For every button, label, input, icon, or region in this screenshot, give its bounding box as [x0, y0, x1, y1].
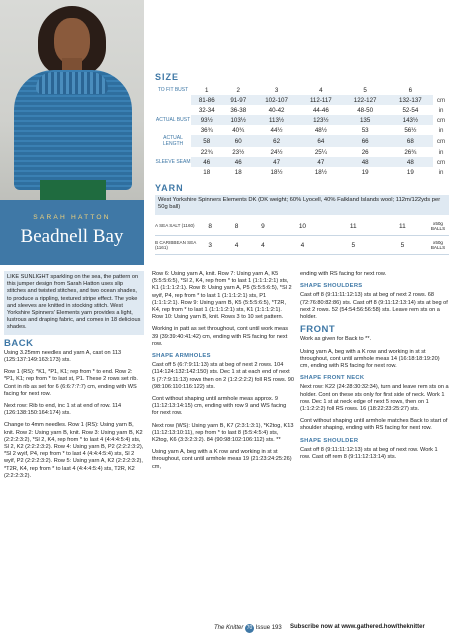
yarn-description: West Yorkshire Spinners Elements DK (DK weight; 60% Lyocell, 40% Falkland Islands wool; 112m/122yds per 50g ball) [155, 195, 449, 215]
armhole-shaping: Cast off 5 (6:7:9:11:13) sts at beg of next 2 rows. 104 (114:124:132:142:150) sts. Dec 1 st at each end of next 5 (7:7:9:11:13) rows then on 2 (1:2:2:2:2) foll RS rows. 90 (98:106:110:116:122) sts. [152, 362, 294, 390]
yarn-table [155, 217, 449, 255]
yarn-cell: 8 [223, 217, 249, 236]
size-cell: 18½ [314, 168, 327, 176]
front-st-st: Using yarn A, beg with a K row and working in st st throughout, cont until armhole meas 14 (16:18:18:19:20) cm, ending with RS facing for next row. [300, 348, 440, 370]
size-row-label: SLEEVE SEAM [155, 159, 191, 165]
size-row [155, 105, 449, 115]
shape-front-neck-heading: SHAPE FRONT NECK [300, 375, 365, 382]
size-cell: 91-97 [222, 95, 253, 105]
size-cell: 48-50 [357, 106, 374, 114]
size-row-label [155, 147, 191, 157]
column-2 [152, 271, 294, 476]
yarn-shade-label: A SEA SALT (1160) [155, 217, 197, 236]
size-cell: 19 [361, 168, 369, 176]
size-unit: in [438, 106, 444, 114]
size-cell: 143½ [388, 115, 433, 125]
size-cell: 113½ [254, 115, 299, 125]
size-cell: 112-117 [299, 95, 342, 105]
size-row [155, 147, 449, 157]
size-cell: 58 [191, 135, 222, 147]
size-cell: 1 [205, 86, 209, 94]
issue-number: Issue 193 [255, 625, 282, 631]
size-cell: 68 [388, 135, 433, 147]
column-3 [300, 271, 449, 466]
yarn-cell: 9 [250, 217, 276, 236]
size-cell: 18 [234, 168, 242, 176]
size-cell: 4 [319, 86, 323, 94]
size-cell: 40¾ [232, 126, 245, 134]
dec-row: Next row (WS): Using yarn B, K7 (2:3:1:3:1), *K2tog, K13 (11:12:13:10:11), rep from * to last 8 (5:5:4:5:4) sts, K2tog, K6 (3:3:2:3:2). 84 (90:98:102:106:112) sts. ** [152, 422, 294, 444]
size-cell: 66 [343, 135, 388, 147]
yarn-shade-label: B CARIBBEAN SEA (1161) [155, 236, 197, 255]
shape-armholes-heading: SHAPE ARMHOLES [152, 353, 211, 360]
intro-text: LIKE SUNLIGHT sparkling on the sea, the pattern on this jumper design from Sarah Hatton uses slip stitches and twisted stitches, and two ocean shades, to produce a rippling, textured stripe effect. The yoke and sleeves are knitted in stocking stitch. West Yorkshire Spinners' Elements yarn provides a light, lustrous and draping fabric, and comes in 18 delicious shades. [4, 271, 144, 335]
size-heading: SIZE [155, 72, 180, 82]
size-unit: in [438, 126, 444, 134]
size-cell: 36¾ [200, 126, 213, 134]
column-1 [4, 271, 144, 485]
size-cell: 48 [343, 157, 388, 167]
yoke-end: ending with RS facing for next row. [300, 271, 387, 277]
size-cell: 36-38 [230, 106, 247, 114]
size-row-label [155, 95, 191, 105]
size-cell: 64 [299, 135, 342, 147]
model-photo [0, 0, 144, 200]
size-row-label [155, 167, 191, 177]
size-cell: 132-137 [388, 95, 433, 105]
yarn-cell: 11 [329, 217, 378, 236]
size-row [155, 157, 449, 167]
back-inc-row: Next row: Rib to end, inc 1 st at end of row. 114 (126:138:150:164:174) sts. [4, 403, 122, 417]
yarn-heading: YARN [155, 183, 184, 193]
size-cell: 26 [361, 148, 369, 156]
yarn-row [155, 217, 449, 236]
front-heading: FRONT [300, 324, 336, 336]
size-row [155, 95, 449, 105]
size-unit: cm [436, 116, 446, 124]
yarn-row [155, 236, 449, 255]
yarn-cell: 3 [197, 236, 223, 255]
front-work-even: Cont without shaping until armhole matches Back to start of shoulder shaping, ending with RS facing for next row. [300, 418, 448, 432]
size-cell: 123½ [299, 115, 342, 125]
size-cell: 3 [274, 86, 279, 94]
size-cell: 47 [299, 157, 342, 167]
size-row-label: TO FIT BUST [157, 87, 189, 93]
size-cell: 26¾ [404, 148, 417, 156]
size-unit: in [438, 168, 444, 176]
back-rib: Row 1 (RS): *K1, *P1, K1; rep from * to end. Row 2: *P1, K1; rep from * to last st, P1. These 2 rows set rib. Cont in rib as set for 6 (6:6:7:7:7) cm, ending with WS facing for next row. [4, 369, 138, 397]
size-row [155, 125, 449, 135]
size-unit [433, 85, 449, 95]
size-cell: 44½ [270, 126, 283, 134]
size-cell: 46 [191, 157, 222, 167]
yarn-cell: 4 [223, 236, 249, 255]
back-work-even: Working in patt as set throughout, cont until work meas 39 (39:39:40:41:42) cm, ending with RS facing for next row. [152, 326, 289, 347]
size-cell: 52-54 [402, 106, 419, 114]
size-cell: 23½ [232, 148, 245, 156]
size-cell: 53 [361, 126, 369, 134]
yarn-cell: 5 [378, 236, 427, 255]
size-row-label: ACTUAL LENGTH [162, 135, 184, 147]
size-cell: 102-107 [254, 95, 299, 105]
yarn-cell: 10 [276, 217, 329, 236]
footer-left [214, 624, 282, 633]
size-cell: 18½ [270, 168, 283, 176]
photo-yoke [36, 72, 108, 94]
designer-name: SARAH HATTON [33, 214, 111, 221]
yarn-cell: 4 [250, 236, 276, 255]
size-cell: 47 [254, 157, 299, 167]
back-cast-on: Using 3.25mm needles and yarn A, cast on 113 (125:137:149:163:173) sts. [4, 349, 122, 364]
size-cell: 24½ [270, 148, 283, 156]
shoulder-shaping: Cast off 8 (9:11:11:12:13) sts at beg of next 2 rows. 68 (72:76:80:82:86) sts. Cast off 8 (9:11:12:13:14) sts at beg of next 2 rows. 52 (54:54:56:56:58) sts. Leave rem sts on a holder. [300, 292, 448, 321]
size-cell: 5 [363, 86, 367, 94]
size-row [155, 115, 449, 125]
size-cell: 56½ [404, 126, 417, 134]
size-row-label: ACTUAL BUST [155, 117, 191, 123]
size-row-label [155, 105, 191, 115]
size-row [155, 135, 449, 147]
pattern-rows-cont: Row 6: Using yarn A, knit. Row 7: Using yarn A, K5 (5:5:5:6:5), *Sl 2, K4, rep from * to last 1 (1:1:1:2:1) sts, K1 (1:1:1:2:1). Row 8: Using yarn A, P5 (5:5:5:6:5), *Sl 2 wyif, P4, rep from * to last 1 (1:1:1:2:1) sts, P1 (1:1:1:2:1). Row 9: Using yarn B, K5 (5:5:5:6:5), *T2R, K4, rep from * to last 1 (1:1:1:2:1) sts, K1 (1:1:1:2:1). Row 10: Using yarn B, knit. Rows 3 to 10 set pattern. [152, 271, 292, 321]
size-cell: 122-127 [343, 95, 388, 105]
yarn-cell: 11 [378, 217, 427, 236]
size-cell: 2 [236, 86, 240, 94]
back-heading: BACK [4, 337, 34, 349]
yarn-cell: 5 [329, 236, 378, 255]
size-cell: 46 [222, 157, 253, 167]
armhole-work-even: Cont without shaping until armhole meas approx. 9 (11:12:13:14:15) cm, ending with row 9 and WS facing for next row. [152, 396, 287, 417]
front-neck-shaping: Next row: K22 (24:28:30:32:34), turn and leave rem sts on a holder. Cont on these sts only for first side of neck. Work 1 row. Dec 1 st at neck edge of next 5 rows, then on 1 (1:1:2:2:2) foll RS rows. 16 (18:22:23:25:27) sts. [300, 384, 449, 413]
size-cell: 32-34 [198, 106, 215, 114]
photo-skirt [40, 180, 106, 200]
yarn-cell: 8 [197, 217, 223, 236]
yarn-unit: x50g BALLS [427, 217, 449, 236]
size-cell: 93½ [191, 115, 222, 125]
magazine-name: The Knitter [214, 625, 244, 631]
size-cell: 135 [343, 115, 388, 125]
yarn-unit: x50g BALLS [427, 236, 449, 255]
page-number: 70 [246, 625, 253, 631]
shape-shoulder-heading: SHAPE SHOULDER [300, 437, 359, 444]
size-unit: cm [436, 158, 446, 166]
size-cell: 40-42 [268, 106, 285, 114]
size-cell: 62 [254, 135, 299, 147]
size-cell: 18 [203, 168, 211, 176]
size-unit: in [438, 148, 444, 156]
yarn-cell: 4 [276, 236, 329, 255]
pattern-title: Beadnell Bay [20, 226, 124, 247]
size-cell: 22¾ [200, 148, 213, 156]
size-row [155, 85, 449, 95]
back-pattern-rows: Change to 4mm needles. Row 1 (RS): Using yarn B, knit. Row 2: Using yarn B, knit. Row 3: Using yarn B, K2 (2:2:2:3:2), *Sl 2, K4, rep from * to last 4 (4:4:4:5:4) sts, Sl 2, K2 (2:2:2:3:2). Row 4: Using yarn B, P2 (2:2:2:3:2), *Sl 2 wyif, P4, rep from * to last 4 (4:4:4:5:4) sts, Sl 2 wyif, P2 (2:2:2:3:2). Row 5: Using yarn A, K2 (2:2:2:3:2), *T2R, K4, rep from * to last 4 (4:4:4:5:4) sts, T2R, K2 (2:2:2:3:2). [4, 422, 144, 479]
shape-shoulders-heading: SHAPE SHOULDERS [300, 283, 363, 290]
subscribe-link[interactable]: Subscribe now at www.gathered.how/theknitter [290, 624, 425, 630]
size-table [155, 85, 449, 177]
front-shoulder-shaping: Cast off 8 (9:11:11:12:13) sts at beg of next row. Work 1 row. Cast off rem 8 (9:11:12:13:14) sts. [300, 446, 438, 461]
front-as-back: Work as given for Back to **. [300, 336, 372, 343]
size-cell: 44-46 [312, 106, 329, 114]
size-cell: 48½ [314, 126, 327, 134]
yoke-st-st: Using yarn A, beg with a K row and working in st st throughout, cont until armhole meas 19 (21:23:24:25:26) cm, [152, 449, 292, 470]
size-cell: 19 [406, 168, 414, 176]
size-cell: 81-86 [191, 95, 222, 105]
size-cell: 48 [388, 157, 433, 167]
size-cell: 25¼ [314, 148, 327, 156]
size-cell: 60 [222, 135, 253, 147]
size-cell: 6 [408, 86, 413, 94]
size-cell: 103½ [222, 115, 253, 125]
size-row-label [155, 125, 191, 135]
size-unit: cm [436, 137, 446, 145]
size-unit: cm [436, 96, 446, 104]
size-row [155, 167, 449, 177]
